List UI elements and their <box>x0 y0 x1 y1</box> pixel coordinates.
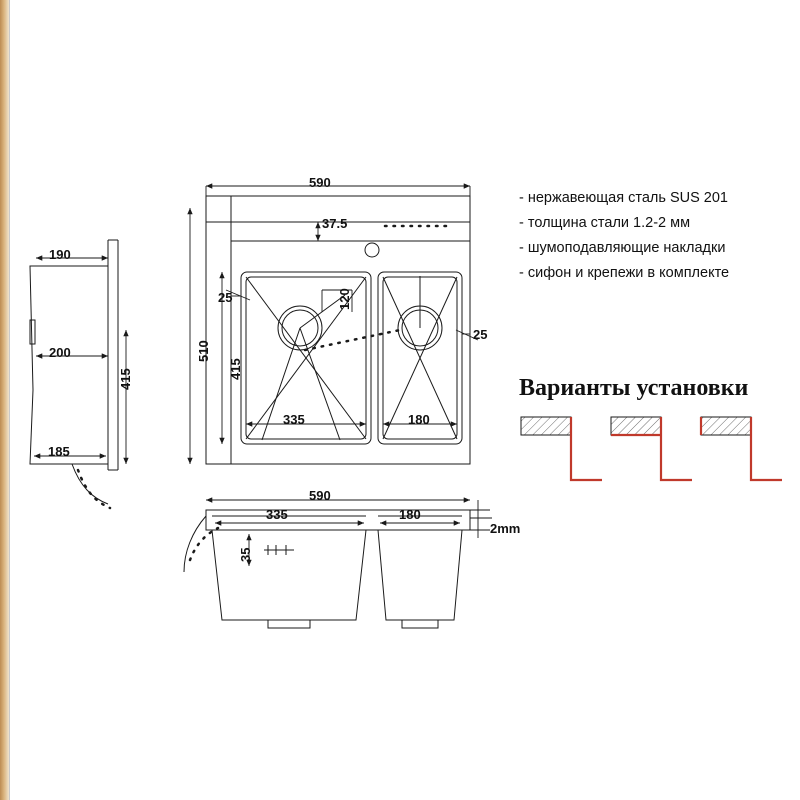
dim-label-front-bowl-small: 180 <box>399 507 421 522</box>
dim-label-top-height: 510 <box>196 340 211 362</box>
side-view-outline <box>30 240 118 470</box>
front-view-overflow-mark <box>264 545 294 555</box>
dim-label-front-ledge: 35 <box>238 547 253 562</box>
spec-item-thickness: - толщина стали 1.2-2 мм <box>519 215 691 231</box>
front-view-left-curve <box>184 516 206 572</box>
dim-label-top-inner-height: 415 <box>228 358 243 380</box>
dim-label-edge-right: 25 <box>473 327 488 342</box>
dim-label-faucet-offset: 37.5 <box>322 216 348 231</box>
dim-top-width-590 <box>206 186 470 196</box>
side-view-dotted-path <box>78 470 110 508</box>
dim-label-bowl-small-plan: 180 <box>408 412 430 427</box>
front-view-outline <box>206 510 470 628</box>
dim-label-side-depth-top: 190 <box>49 247 71 262</box>
variant-1 <box>521 417 602 480</box>
dim-label-side-height: 415 <box>118 368 133 390</box>
dim-label-edge-left: 25 <box>218 290 233 305</box>
dim-label-top-width: 590 <box>309 175 331 190</box>
spec-item-siphon: - сифон и крепежи в комплекте <box>519 265 730 281</box>
dim-label-front-bowl-large: 335 <box>266 507 288 522</box>
dim-label-thickness: 2mm <box>490 521 521 536</box>
dim-label-front-width: 590 <box>309 488 331 503</box>
faucet-hole <box>365 243 379 257</box>
spec-item-noise-pads: - шумоподавляющие накладки <box>519 240 726 256</box>
dim-label-side-depth-mid: 200 <box>49 345 71 360</box>
variant-3 <box>701 417 782 480</box>
installation-variants-title: Варианты установки <box>519 375 749 401</box>
specification-list <box>519 186 799 286</box>
dim-label-bowl-large-plan: 335 <box>283 412 305 427</box>
dim-front-thickness-2mm <box>470 500 492 538</box>
dim-label-drain-offset: 120 <box>337 288 352 310</box>
variant-2 <box>611 417 692 480</box>
dim-label-side-depth-bottom: 185 <box>48 444 70 459</box>
spec-item-material: - нержавеющая сталь SUS 201 <box>519 190 728 206</box>
